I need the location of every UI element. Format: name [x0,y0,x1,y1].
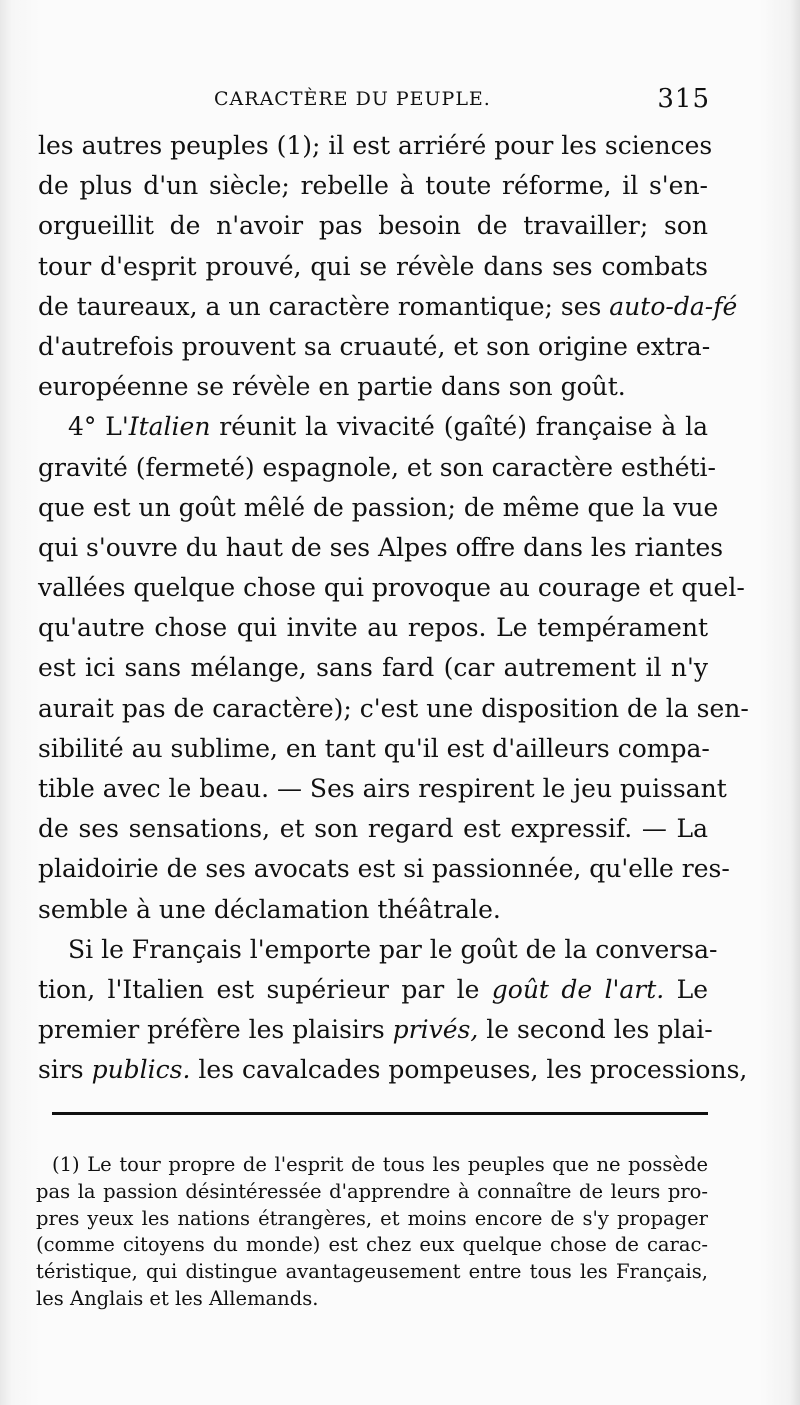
text-line [38,1010,713,1050]
footnote-line: pres yeux les nations étrangères, et moins encore de s'y propager [36,1206,708,1230]
text-line: tible avec le beau. — Ses airs respirent le jeu puissant [38,774,727,803]
text-line [38,407,708,447]
body-text [38,126,749,1091]
text-line: qui s'ouvre du haut de ses Alpes offre dans les riantes [38,532,724,562]
text-line [38,1050,748,1090]
text-segment: de taureaux, a un caractère romantique; ses [38,291,602,321]
text-line: de ses sensations, et son regard est expressif. — La [38,814,708,844]
footnote-line: les Anglais et les Allemands. [36,1286,319,1310]
text-line: que est un goût mêlé de passion; de même que la vue [38,492,719,522]
footnote-line: (1) Le tour propre de l'esprit de tous les peuples que ne possède [52,1153,708,1176]
footnote [36,1152,708,1313]
footnote-line: (comme citoyens du monde) est chez eux quelque chose de carac- [36,1233,708,1257]
text-line [38,970,708,1010]
text-line: d'autrefois prouvent sa cruauté, et son origine extra- [38,331,711,361]
text-line: de plus d'un siècle; rebelle à toute réforme, il s'en- [38,171,708,201]
footnote-line: pas la passion désintéressée d'apprendre à connaître de leurs pro- [36,1179,708,1203]
text-line: est ici sans mélange, sans fard (car autrement il n'y [38,653,708,683]
text-segment: Le [676,974,708,1004]
footnote-rule [52,1112,708,1115]
text-line: tour d'esprit prouvé, qui se révèle dans ses combats [38,251,708,281]
italic-term: auto-da-fé [609,291,738,321]
running-head: CARACTÈRE DU PEUPLE. [214,88,491,110]
text-line: qu'autre chose qui invite au repos. Le tempérament [38,613,708,643]
text-line: semble à une déclamation théâtrale. [38,894,501,924]
italic-term: publics. [91,1055,191,1085]
footnote-line: téristique, qui distingue avantageusement entre tous les Français, [36,1260,708,1284]
page-header [38,84,710,120]
text-line: gravité (fermeté) espagnole, et son caractère esthéti- [38,452,717,482]
text-line: sibilité au sublime, en tant qu'il est d'ailleurs compa- [38,733,710,763]
text-line: plaidoirie de ses avocats est si passionnée, qu'elle res- [38,854,730,884]
italic-term: privés, [392,1015,479,1045]
italic-term: Italien [128,412,211,442]
text-segment: premier préfère les plaisirs [38,1015,385,1045]
text-segment: le second les plai- [486,1015,713,1045]
text-line: vallées quelque chose qui provoque au courage et quel- [38,573,745,603]
text-line: aurait pas de caractère); c'est une disposition de la sen- [38,693,749,723]
text-line: européenne se révèle en partie dans son goût. [38,372,626,402]
text-segment: réunit la vivacité (gaîté) française à la [219,412,709,442]
page-number: 315 [657,84,710,114]
text-line: les autres peuples (1); il est arriéré pour les sciences [38,131,713,160]
text-segment: 4° L' [68,412,129,442]
text-line [38,287,738,327]
text-line: orgueillit de n'avoir pas besoin de travailler; son [38,211,708,241]
text-segment: les cavalcades pompeuses, les processions, [198,1055,748,1085]
italic-term: goût de l'art. [491,974,665,1004]
text-segment: sirs [38,1055,84,1085]
text-line: Si le Français l'emporte par le goût de la conversa- [68,934,718,964]
text-segment: tion, l'Italien est supérieur par le [38,974,480,1004]
